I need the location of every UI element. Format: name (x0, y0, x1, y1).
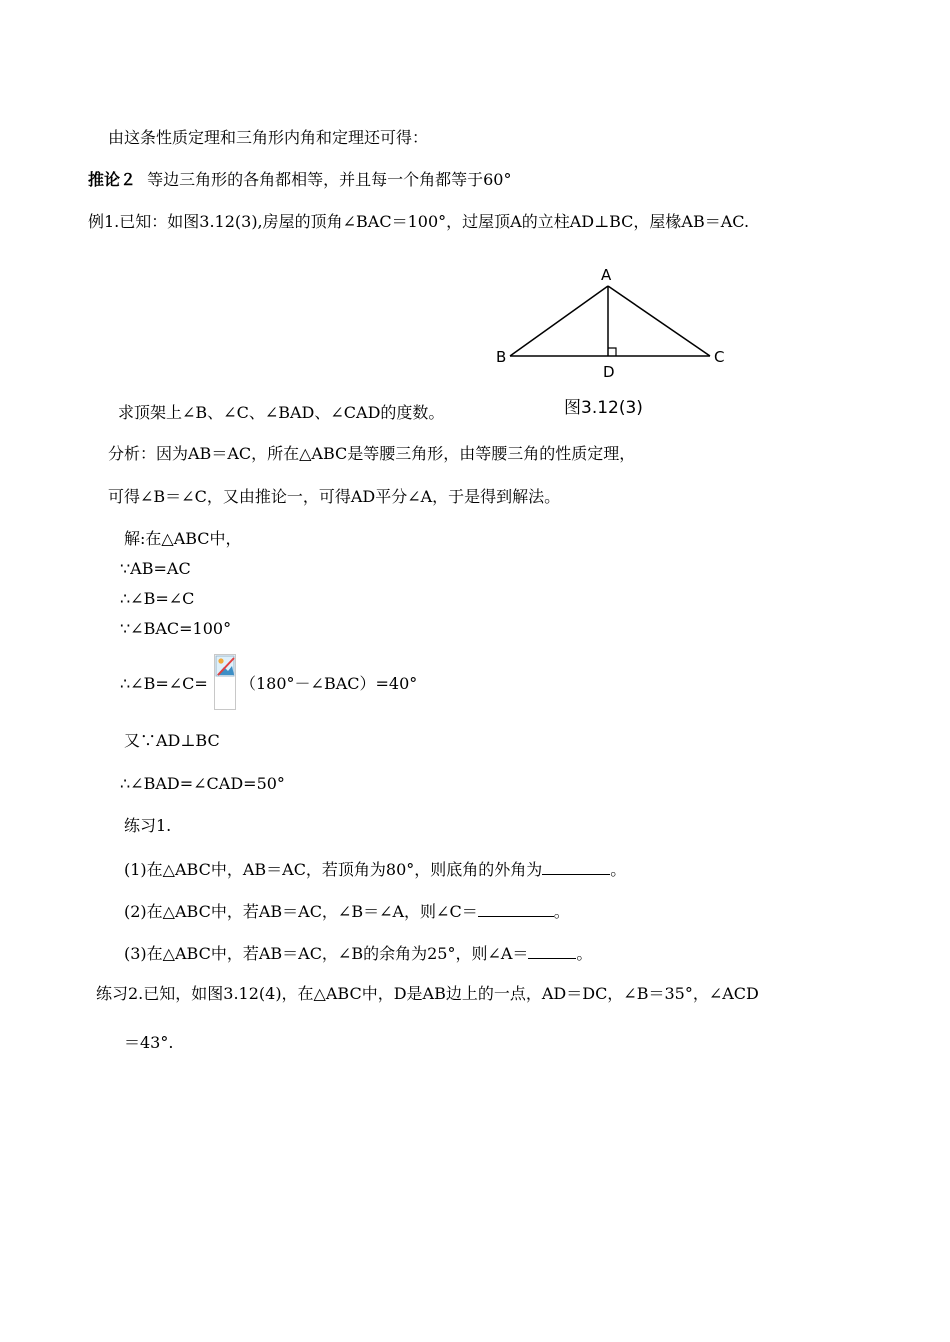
example-1-statement: 例1.已知：如图3.12(3),房屋的顶角∠BAC＝100°，过屋顶A的立柱AD⊥BC，屋椽AB＝AC. (88, 212, 750, 231)
exercise-2-line-1: 练习2.已知，如图3.12(4)，在△ABC中，D是AB边上的一点，AD＝DC，∠B＝35°，∠ACD (96, 984, 759, 1003)
analysis-line-2: 可得∠B＝∠C，又由推论一，可得AD平分∠A，于是得到解法。 (108, 487, 561, 506)
exercise-1-title: 练习1. (124, 816, 172, 835)
label-a: A (601, 266, 612, 284)
solution-line-6: 又∵AD⊥BC (124, 731, 220, 750)
triangle-figure (488, 262, 738, 422)
corollary-label: 推论２ (88, 170, 137, 189)
exercise-1-item-1 (124, 858, 626, 880)
analysis-line-1: 分析：因为AB＝AC，所在△ABC是等腰三角形，由等腰三角的性质定理， (108, 444, 636, 463)
label-b: B (496, 348, 507, 366)
answer-blank-1[interactable] (542, 858, 610, 875)
solution-line-3: ∴∠B=∠C (120, 589, 195, 608)
exercise-1-item-3-text: (3)在△ABC中，若AB＝AC，∠B的余角为25°，则∠A＝ (124, 944, 529, 963)
answer-blank-3[interactable] (528, 942, 576, 959)
line-ac (608, 286, 710, 356)
label-d: D (603, 363, 615, 381)
label-c: C (714, 348, 725, 366)
corollary-2 (88, 170, 511, 190)
figure-caption: 图3.12(3) (564, 398, 643, 418)
corollary-text: 等边三角形的各角都相等，并且每一个角都等于60° (147, 170, 512, 189)
solution-line-1: 解:在△ABC中， (124, 529, 242, 548)
answer-blank-2[interactable] (478, 900, 554, 917)
solution-line-5a: ∴∠B=∠C= (120, 674, 208, 693)
text-line-1: 由这条性质定理和三角形内角和定理还可得： (108, 128, 429, 147)
exercise-1-item-3 (124, 942, 592, 964)
solution-line-7: ∴∠BAD=∠CAD=50° (120, 774, 285, 793)
right-angle-mark (608, 348, 616, 356)
solution-line-5b: （180°－∠BAC）=40° (240, 674, 418, 693)
exercise-1-item-2-end: 。 (553, 902, 570, 921)
exercise-1-item-2 (124, 900, 570, 922)
exercise-1-item-1-end: 。 (610, 860, 627, 879)
exercise-1-item-2-text: (2)在△ABC中，若AB＝AC，∠B＝∠A，则∠C＝ (124, 902, 478, 921)
broken-image-icon (214, 654, 236, 710)
example-1-question: 求顶架上∠B、∠C、∠BAD、∠CAD的度数。 (118, 403, 445, 422)
exercise-1-item-3-end: 。 (576, 944, 593, 963)
exercise-2-line-2: ＝43°. (124, 1033, 174, 1052)
exercise-1-item-1-text: (1)在△ABC中，AB＝AC，若顶角为80°，则底角的外角为 (124, 860, 543, 879)
solution-line-4: ∵∠BAC=100° (120, 619, 232, 638)
line-ab (510, 286, 608, 356)
solution-line-2: ∵AB=AC (120, 559, 191, 578)
